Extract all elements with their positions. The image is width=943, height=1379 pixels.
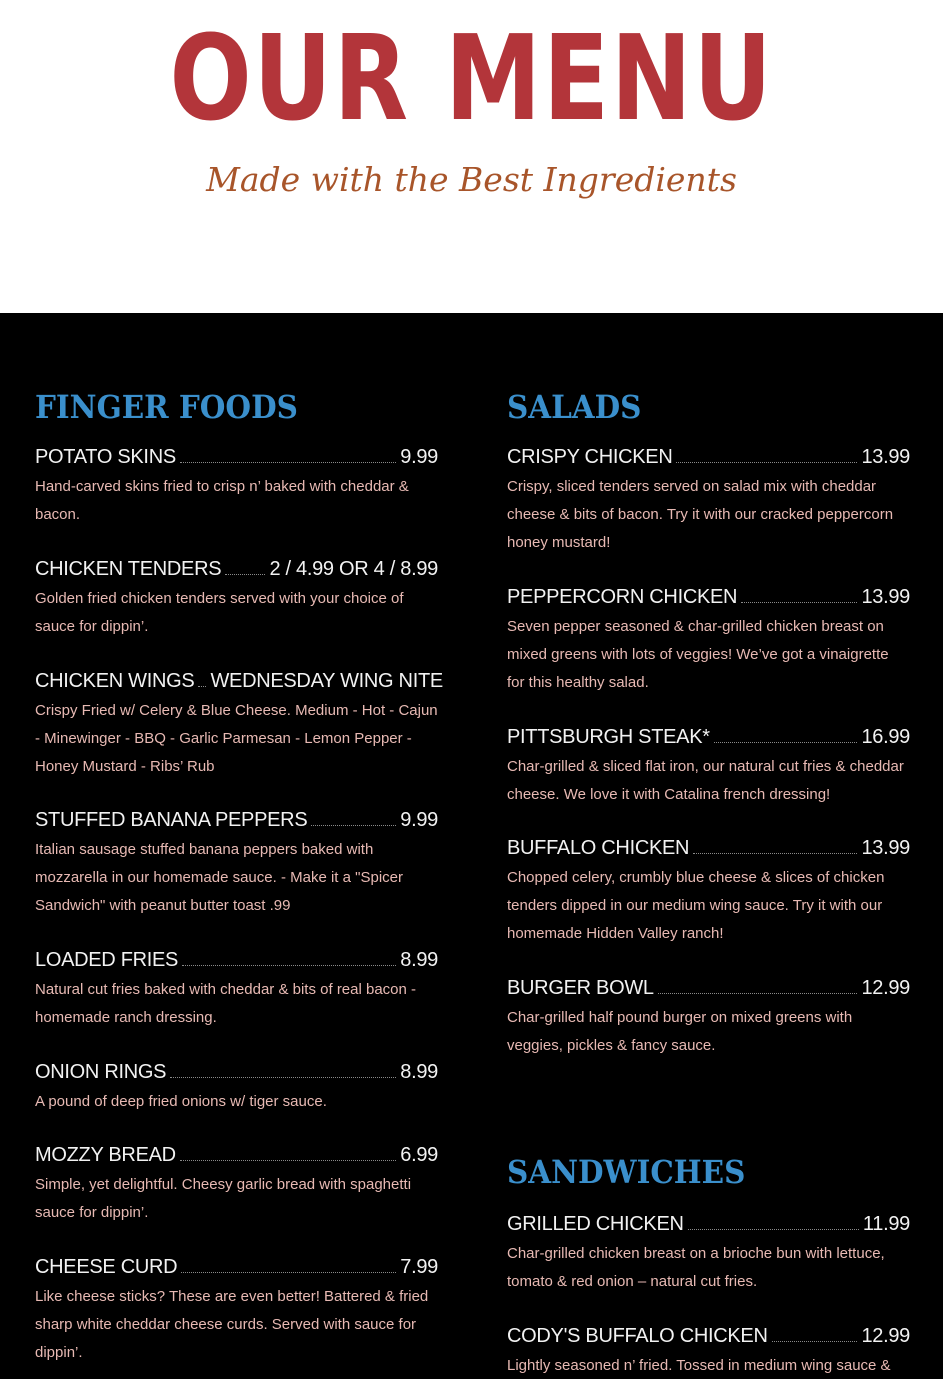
dot-leader	[225, 574, 265, 575]
item-description: Italian sausage stuffed banana peppers baked with mozzarella in our homemade sauce. - Make it a "Spicer Sandwich" with peanut butter toast .99	[35, 841, 403, 914]
item-price: 9.99	[400, 809, 438, 831]
item-description: Crispy, sliced tenders served on salad mix with cheddar cheese & bits of bacon. Try it with our cracked peppercorn honey mustard!	[507, 478, 894, 551]
item-price: 7.99	[400, 1256, 438, 1278]
item-description: Char-grilled & sliced flat iron, our natural cut fries & cheddar cheese. We love it with Catalina french dressing!	[507, 758, 904, 803]
item-name: CHICKEN TENDERS	[35, 558, 222, 580]
page-title: OUR MENU	[169, 9, 774, 147]
item-price: 13.99	[861, 446, 910, 468]
menu-item-grilled-chicken	[507, 1209, 910, 1296]
dot-leader	[311, 825, 396, 826]
item-name: STUFFED BANANA PEPPERS	[35, 809, 308, 831]
dot-leader	[170, 1077, 396, 1078]
menu-item-cheese-curd	[35, 1252, 438, 1367]
dot-leader	[714, 742, 858, 743]
menu-board	[0, 313, 943, 1379]
section-heading-salads: SALADS	[507, 388, 642, 426]
item-description: Crispy Fried w/ Celery & Blue Cheese. Medium - Hot - Cajun - Minewinger - BBQ - Garlic Parmesan - Lemon Pepper - Honey Mustard - Ribs’ Rub	[35, 702, 438, 775]
item-price: 2 / 4.99 OR 4 / 8.99	[269, 558, 438, 580]
dot-leader	[693, 853, 857, 854]
item-price: 13.99	[861, 586, 910, 608]
menu-item-mozzy-bread	[35, 1140, 438, 1227]
item-description: Golden fried chicken tenders served with your choice of sauce for dippin’.	[35, 590, 404, 635]
menu-item-burger-bowl	[507, 973, 910, 1060]
dot-leader	[688, 1229, 859, 1230]
item-price: 12.99	[861, 977, 910, 999]
item-price: 13.99	[861, 837, 910, 859]
section-heading-sandwiches: SANDWICHES	[507, 1153, 746, 1191]
item-price: 8.99	[400, 949, 438, 971]
item-description: Lightly seasoned n’ fried. Tossed in medium wing sauce &	[507, 1357, 891, 1374]
menu-item-loaded-fries	[35, 945, 438, 1032]
dot-leader	[198, 686, 206, 687]
item-price: 11.99	[862, 1213, 910, 1235]
item-name: BUFFALO CHICKEN	[507, 837, 690, 859]
item-price: 6.99	[400, 1144, 438, 1166]
item-description: Char-grilled half pound burger on mixed greens with veggies, pickles & fancy sauce.	[507, 1009, 853, 1054]
item-name: ONION RINGS	[35, 1061, 167, 1083]
item-name: PITTSBURGH STEAK*	[507, 726, 710, 748]
item-description: Hand-carved skins fried to crisp n’ baked with cheddar & bacon.	[35, 478, 409, 523]
menu-item-pittsburgh-steak	[507, 722, 910, 809]
item-description: A pound of deep fried onions w/ tiger sauce.	[35, 1093, 327, 1110]
dot-leader	[181, 1272, 396, 1273]
dot-leader	[658, 993, 858, 994]
dot-leader	[772, 1341, 858, 1342]
menu-item-peppercorn-chicken	[507, 582, 910, 697]
item-description: Natural cut fries baked with cheddar & bits of real bacon - homemade ranch dressing.	[35, 981, 417, 1026]
dot-leader	[741, 602, 857, 603]
dot-leader	[180, 1160, 396, 1161]
dot-leader	[676, 462, 857, 463]
menu-header	[0, 0, 943, 313]
item-name: CHICKEN WINGS	[35, 670, 195, 692]
menu-item-onion-rings	[35, 1057, 438, 1116]
item-description: Simple, yet delightful. Cheesy garlic bread with spaghetti sauce for dippin’.	[35, 1176, 412, 1221]
item-name: MOZZY BREAD	[35, 1144, 176, 1166]
item-name: CRISPY CHICKEN	[507, 446, 673, 468]
menu-item-chicken-tenders	[35, 554, 438, 641]
item-description: Char-grilled chicken breast on a brioche bun with lettuce, tomato & red onion – natural cut fries.	[507, 1245, 885, 1290]
item-price: 16.99	[861, 726, 910, 748]
item-name: GRILLED CHICKEN	[507, 1213, 684, 1235]
menu-item-crispy-chicken	[507, 442, 910, 557]
page-subtitle: Made with the Best Ingredients	[206, 160, 737, 199]
menu-item-codys-buffalo-chicken	[507, 1321, 910, 1379]
item-name: PEPPERCORN CHICKEN	[507, 586, 738, 608]
item-description: Seven pepper seasoned & char-grilled chicken breast on mixed greens with lots of veggies! We’ve got a vinaigrette for this healthy salad.	[507, 618, 889, 691]
item-price: 8.99	[400, 1061, 438, 1083]
section-heading-finger-foods: FINGER FOODS	[35, 388, 298, 426]
item-price: 9.99	[400, 446, 438, 468]
item-description: Chopped celery, crumbly blue cheese & slices of chicken tenders dipped in our medium wing sauce. Try it with our homemade Hidden Valley ranch!	[507, 869, 885, 942]
menu-item-stuffed-banana-peppers	[35, 805, 438, 920]
item-name: POTATO SKINS	[35, 446, 176, 468]
item-price: 12.99	[861, 1325, 910, 1347]
item-description: Like cheese sticks? These are even better! Battered & fried sharp white cheddar cheese curds. Served with sauce for dippin’.	[35, 1288, 429, 1361]
menu-item-potato-skins	[35, 442, 438, 529]
menu-item-chicken-wings	[35, 666, 443, 781]
item-price: WEDNESDAY WING NITE	[210, 670, 443, 692]
item-name: BURGER BOWL	[507, 977, 654, 999]
dot-leader	[180, 462, 396, 463]
menu-item-buffalo-chicken	[507, 833, 910, 948]
dot-leader	[182, 965, 396, 966]
item-name: CHEESE CURD	[35, 1256, 178, 1278]
item-name: LOADED FRIES	[35, 949, 179, 971]
item-name: CODY'S BUFFALO CHICKEN	[507, 1325, 768, 1347]
